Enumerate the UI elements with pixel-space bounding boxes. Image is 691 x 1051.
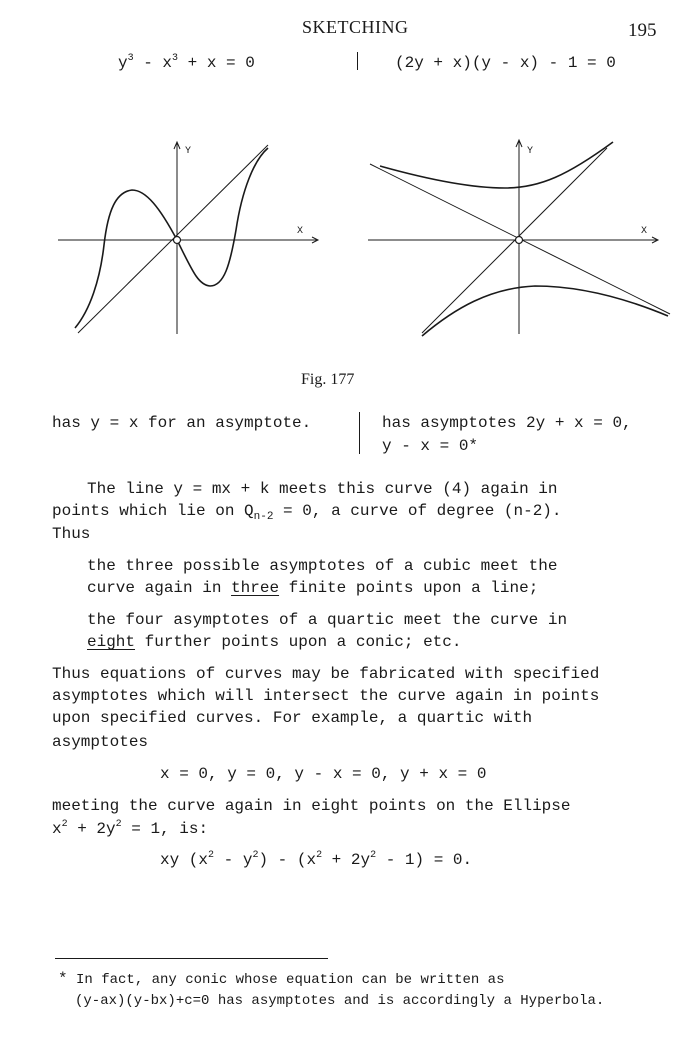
- paragraph-1-line-3: Thus: [52, 525, 91, 543]
- asymptote-note-right-1: has asymptotes 2y + x = 0,: [382, 414, 632, 432]
- right-hyperbola-lower: [422, 286, 668, 336]
- final-equation: xy $(x^2 - y^2) - (x^2 + 2y^2 - 1) = 0$.: [160, 850, 473, 869]
- paragraph-1-line-1: The line y = mx + k meets this curve (4) again in: [87, 480, 558, 498]
- left-cubic-curve: [75, 148, 268, 328]
- statement-2-line-1: the four asymptotes of a quartic meet the curve in: [87, 611, 568, 629]
- asymptote-note-right-2: y - x = 0*: [382, 437, 479, 455]
- statement-1-line-2: curve again in three finite points upon a line;: [87, 579, 539, 597]
- paragraph-3-line-1: meeting the curve again in eight points on the Ellipse: [52, 797, 571, 815]
- left-asymptote-line: [78, 145, 268, 333]
- paragraph-2-line-4: asymptotes: [52, 733, 149, 751]
- footnote-line-1: * In fact, any conic whose equation can be written as: [58, 970, 505, 988]
- left-x-label: X: [297, 226, 304, 237]
- footnote-line-2: (y-ax)(y-bx)+c=0 has asymptotes and is accordingly a Hyperbola.: [75, 993, 605, 1009]
- page-number: 195: [628, 20, 657, 41]
- statement-1-line-1: the three possible asymptotes of a cubic meet the: [87, 557, 558, 575]
- left-origin-point: [174, 237, 181, 244]
- equation-hyperbola: (2y + x)(y - x) - 1 = 0: [395, 54, 616, 72]
- paragraph-2-line-3: upon specified curves. For example, a quartic with: [52, 709, 533, 727]
- right-x-label: X: [641, 226, 648, 237]
- column-divider-top: [357, 52, 358, 70]
- running-head: SKETCHING: [302, 17, 409, 37]
- footnote-marker: *: [58, 970, 68, 988]
- right-plot: [368, 140, 670, 336]
- left-plot: [58, 142, 318, 334]
- left-y-label: Y: [185, 146, 192, 157]
- figure-caption: Fig. 177: [301, 371, 355, 388]
- equation-cubic: $y^3 - x^3 + x = 0$: [118, 53, 255, 72]
- column-divider-bottom: [359, 412, 360, 454]
- footnote-rule: [55, 958, 328, 959]
- asymptote-equation: x = 0, y = 0, y - x = 0, y + x = 0: [160, 765, 487, 783]
- paragraph-2-line-1: Thus equations of curves may be fabricated with specified: [52, 665, 600, 683]
- paragraph-3-line-2: $x^2 + 2y^2 = 1$, is:: [52, 819, 209, 838]
- paragraph-2-line-2: asymptotes which will intersect the curve again in points: [52, 687, 600, 705]
- paragraph-1-line-2: points which lie on $Q_{n-2} = 0$, a curve of degree (n-2).: [52, 502, 562, 523]
- right-y-label: Y: [527, 146, 534, 157]
- right-hyperbola-upper: [380, 142, 613, 188]
- statement-2-line-2: eight further points upon a conic; etc.: [87, 633, 462, 651]
- right-origin-point: [516, 237, 523, 244]
- asymptote-note-left: has y = x for an asymptote.: [52, 414, 312, 432]
